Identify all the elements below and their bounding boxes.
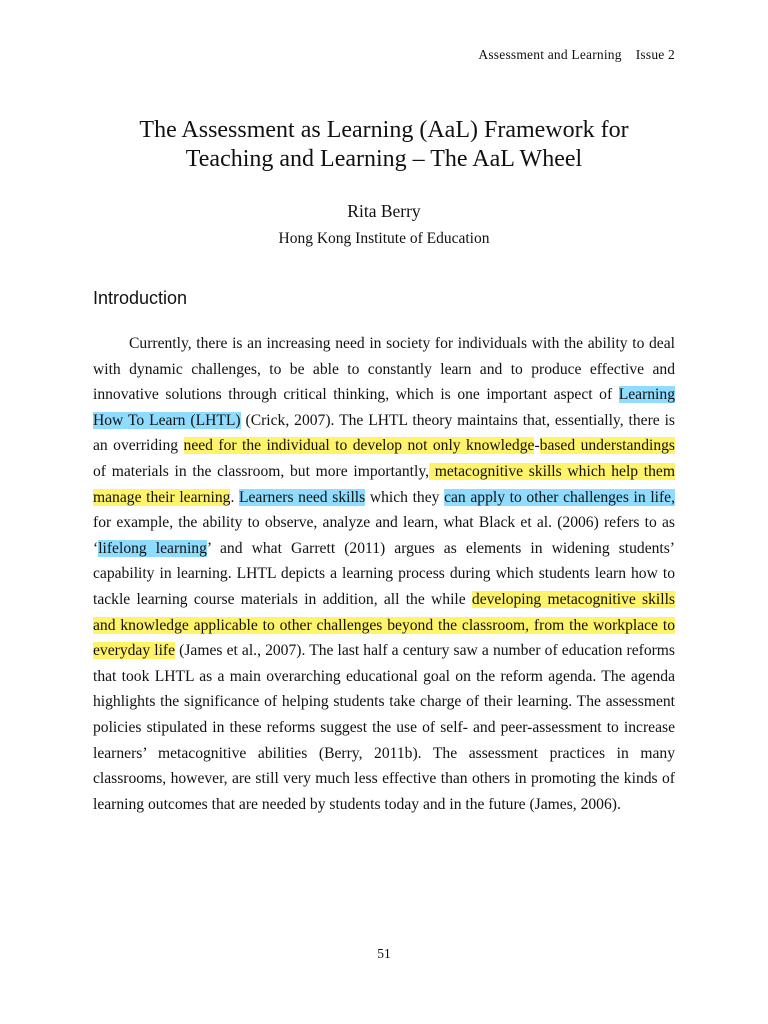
text-span: (Crick, 2007). The LHTL theory maintains that, essentially, there is an overriding — [93, 411, 675, 455]
text-span: for example, the ability to observe, analyze and learn, what Black et al. (2006) refers to as ‘ — [93, 514, 675, 557]
title-line-1: The Assessment as Learning (AaL) Framework for — [139, 117, 629, 143]
article-title — [60, 116, 708, 174]
highlight-blue: Learning How To Learn (LHTL) — [93, 386, 675, 429]
highlight-blue: Learners need skills — [238, 488, 366, 506]
highlight-yellow: developing metacognitive skills and knowledge applicable to other challenges beyond the classroom, from the workplace to everyday life — [93, 590, 675, 660]
author-name: Rita Berry — [347, 201, 421, 221]
text-span: . — [230, 488, 239, 506]
highlight-blue: can apply to other challenges in life, — [444, 488, 675, 506]
text-span: which they — [365, 488, 445, 506]
journal-name: Assessment and Learning — [478, 47, 622, 62]
highlight-yellow: based understandings — [539, 437, 675, 455]
author-affiliation: Hong Kong Institute of Education — [278, 230, 490, 247]
running-header — [478, 47, 675, 63]
text-span: Currently, there is an increasing need in society for individuals with the ability to deal with dynamic challenges, to be able to constantly learn and to produce effective and innovative solutions through critical thinking, which is one important aspect of — [93, 335, 675, 404]
highlight-yellow: need for the individual to develop not only knowledge — [183, 437, 535, 455]
highlight-blue: lifelong learning — [98, 539, 207, 557]
section-heading: Introduction — [93, 288, 188, 308]
text-span: (James et al., 2007). The last half a century saw a number of education reforms that took LHTL as a main overarching educational goal on the reform agenda. The agenda highlights the significance of helping students take charge of their learning. The assessment policies stipulated in these reforms suggest the use of self- and peer-assessment to increase learners’ metacognitive abilities (Berry, 2011b). The assessment practices in many classrooms, however, are still very much less effective than others in promoting the kinds of learning outcomes that are needed by students today and in the future (James, 2006). — [93, 642, 676, 813]
text-span: ’ and what Garrett (2011) argues as elements in widening students’ capability in learning. LHTL depicts a learning process during which students learn how to tackle learning course materials in addition, all the while — [93, 539, 676, 608]
text-span: - — [534, 437, 540, 455]
introduction-paragraph — [93, 331, 675, 817]
issue-label: Issue 2 — [635, 47, 675, 62]
page-number: 51 — [377, 946, 391, 961]
text-span: of materials in the classroom, but more importantly, — [93, 462, 430, 480]
highlight-yellow: metacognitive skills which help them manage their learning — [93, 462, 675, 506]
title-line-2: Teaching and Learning – The AaL Wheel — [185, 146, 583, 172]
